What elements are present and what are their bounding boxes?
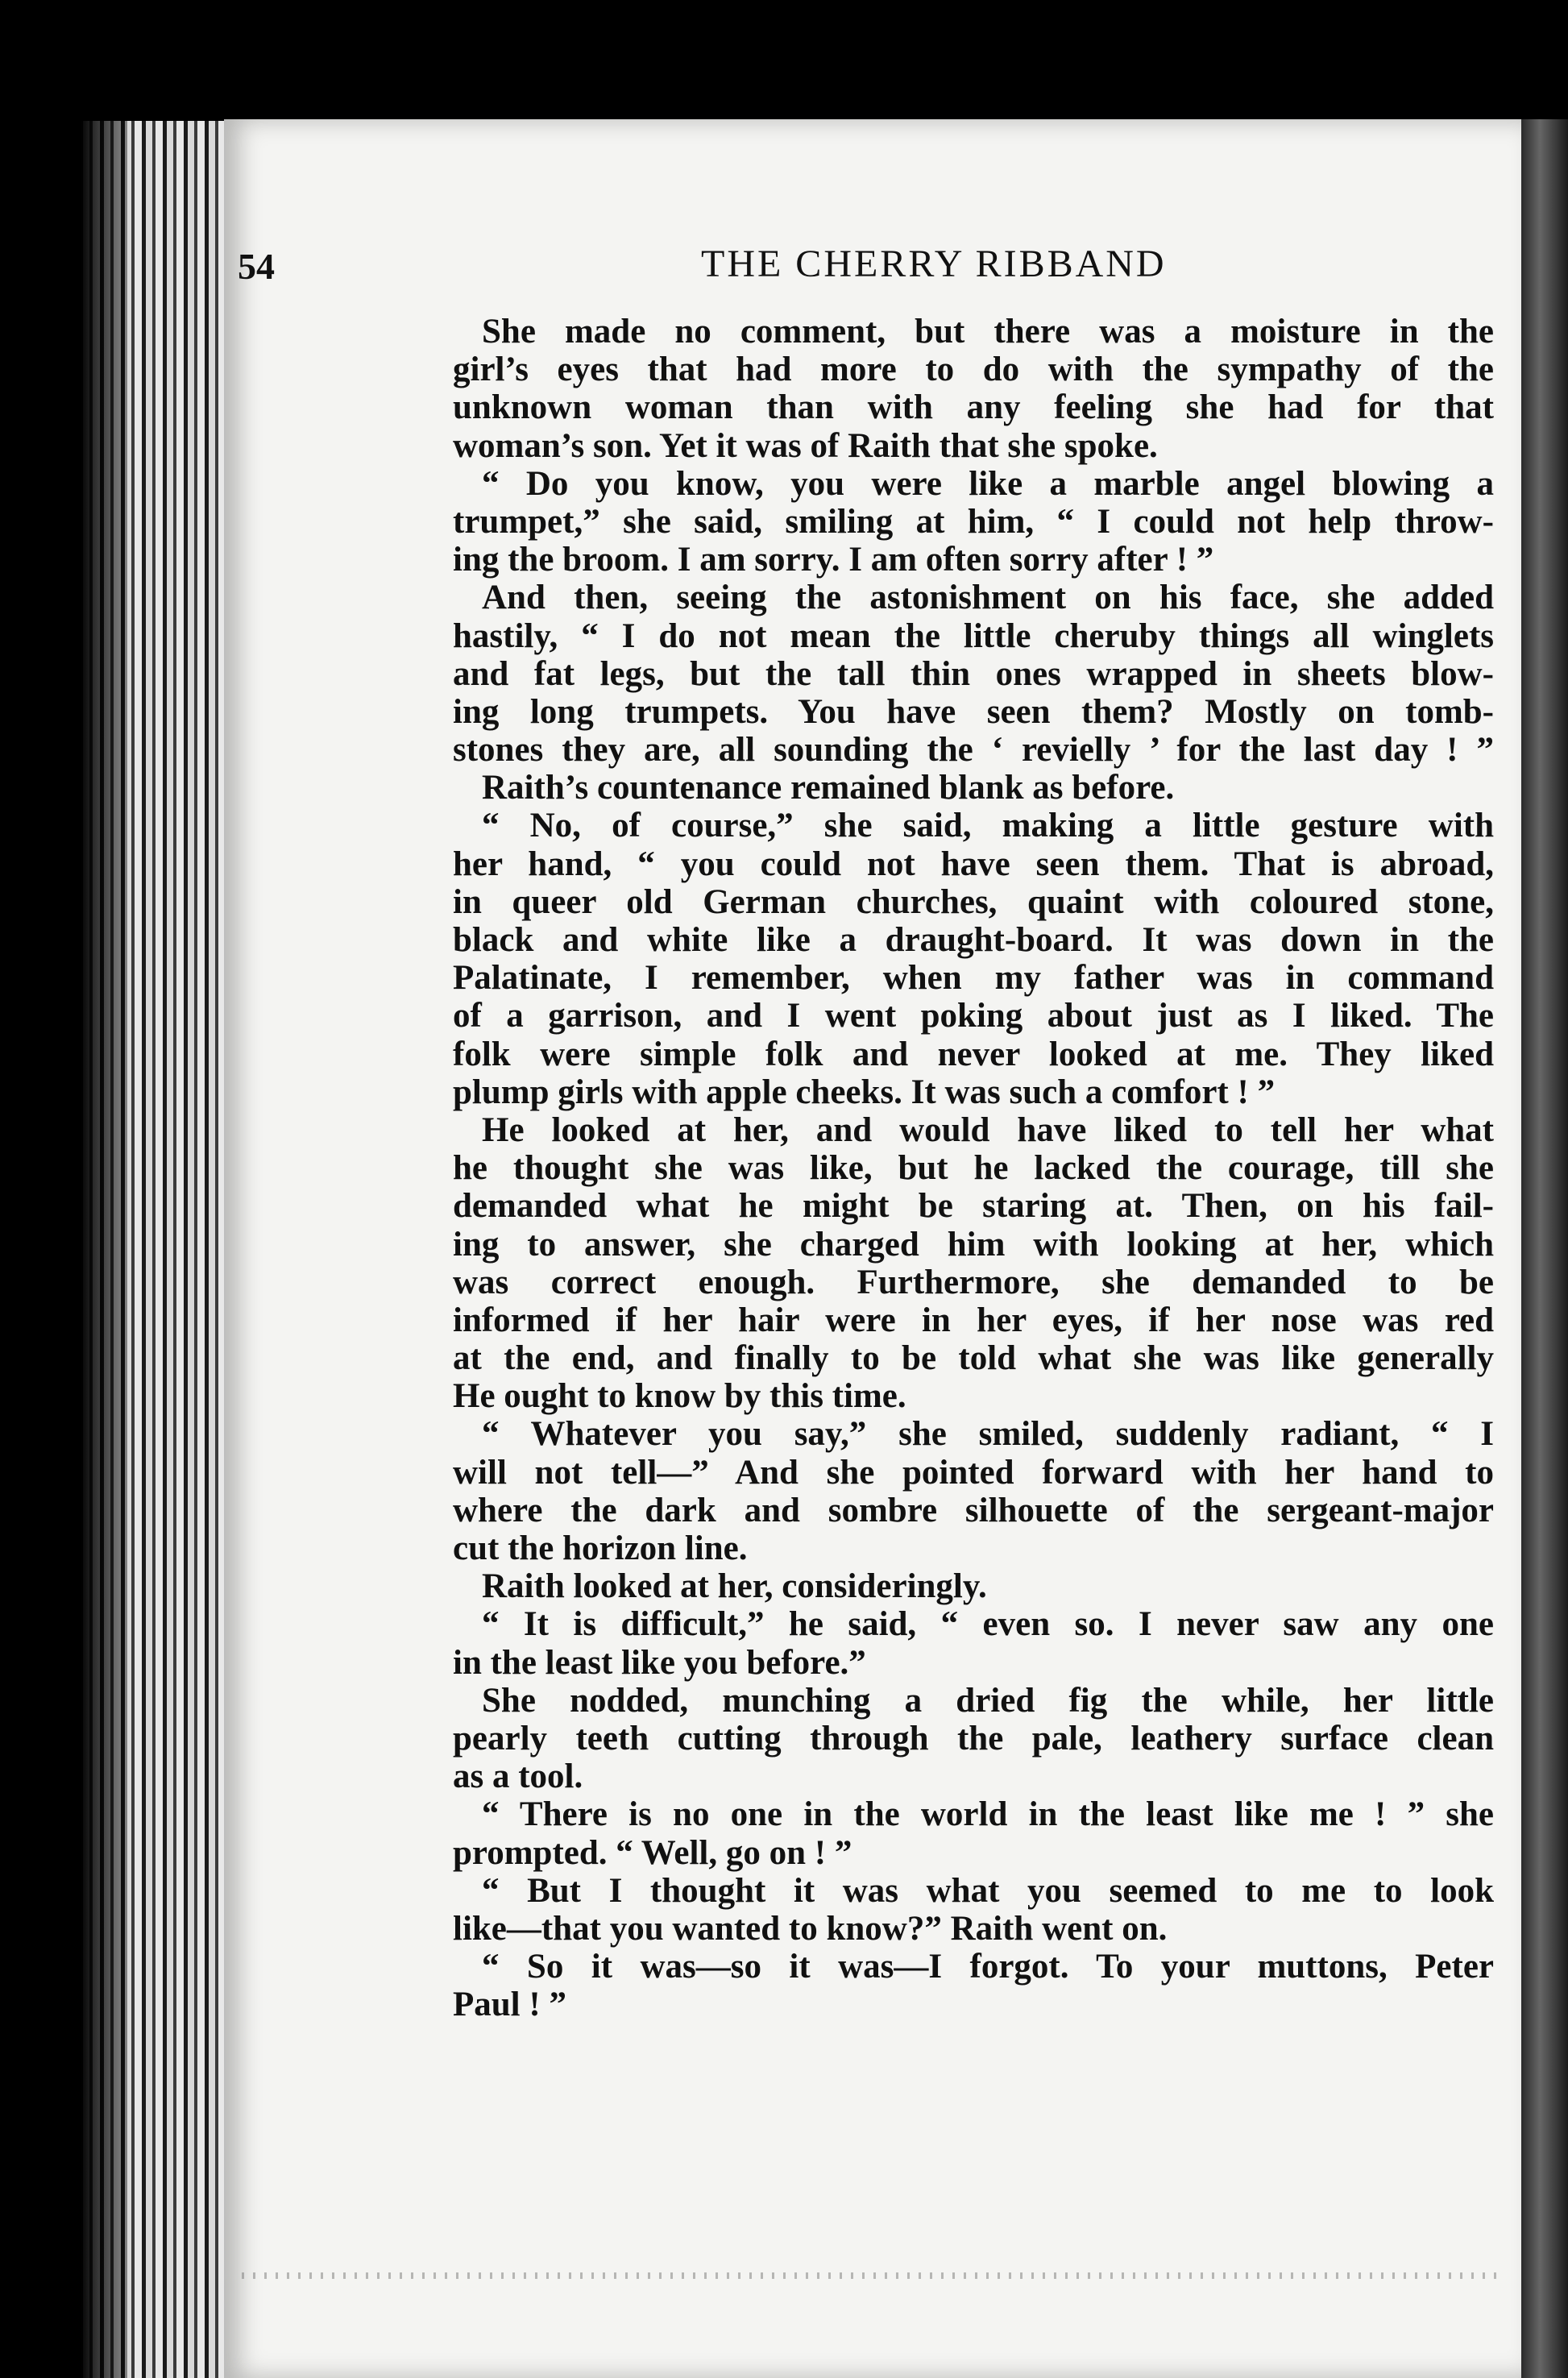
text-line: informed if her hair were in her eyes, if her nose was red: [453, 1301, 1494, 1339]
text-line: like—that you wanted to know?” Raith went on.: [453, 1909, 1168, 1948]
text-line: And then, seeing the astonishment on his face, she added: [482, 579, 1494, 617]
text-line: and fat legs, but the tall thin ones wrapped in sheets blow-: [453, 654, 1494, 693]
text-line: He looked at her, and would have liked to tell her what: [482, 1110, 1494, 1149]
text-line: of a garrison, and I went poking about just as I liked. The: [453, 997, 1494, 1035]
text-line: her hand, “ you could not have seen them. That is abroad,: [453, 845, 1494, 883]
text-line: “ But I thought it was what you seemed to me to look: [482, 1871, 1494, 1910]
text-line: He ought to know by this time.: [453, 1377, 906, 1416]
text-line: pearly teeth cutting through the pale, leathery surface clean: [453, 1719, 1494, 1758]
text-line: folk were simple folk and never looked at me. They liked: [453, 1035, 1494, 1073]
text-line: “ It is difficult,” he said, “ even so. I never saw any one: [482, 1605, 1494, 1644]
text-line: “ No, of course,” she said, making a little gesture with: [482, 807, 1494, 845]
text-line: hastily, “ I do not mean the little cheruby things all winglets: [453, 616, 1494, 655]
binding-shadow: [79, 121, 127, 2378]
facing-page-edge: [1521, 119, 1568, 2378]
text-line: woman’s son. Yet it was of Raith that she spoke.: [453, 426, 1158, 465]
text-line: will not tell—” And she pointed forward with her hand to: [453, 1453, 1494, 1492]
text-line: ing the broom. I am sorry. I am often sorry after ! ”: [453, 541, 1214, 579]
text-line: cut the horizon line.: [453, 1529, 748, 1567]
text-line: trumpet,” she said, smiling at him, “ I could not help throw-: [453, 502, 1494, 541]
page-number: 54: [238, 246, 275, 287]
text-line: Paul ! ”: [453, 1986, 566, 2024]
text-line: black and white like a draught-board. It was down in the: [453, 921, 1494, 959]
text-line: demanded what he might be staring at. Then, on his fail-: [453, 1187, 1494, 1226]
text-line: “ Whatever you say,” she smiled, suddenly radiant, “ I: [482, 1415, 1494, 1454]
text-line: She made no comment, but there was a moisture in the: [482, 313, 1494, 351]
running-head: THE CHERRY RIBBAND: [701, 243, 1167, 285]
text-line: in the least like you before.”: [453, 1643, 866, 1682]
text-line: ing long trumpets. You have seen them? Mostly on tomb-: [453, 692, 1494, 731]
text-line: as a tool.: [453, 1758, 583, 1796]
text-line: at the end, and finally to be told what she was like generally: [453, 1339, 1494, 1378]
text-line: She nodded, munching a dried fig the while, her little: [482, 1681, 1494, 1720]
text-line: he thought she was like, but he lacked the courage, till she: [453, 1149, 1494, 1188]
text-line: ing to answer, she charged him with looking at her, which: [453, 1225, 1494, 1264]
text-line: plump girls with apple cheeks. It was such a comfort ! ”: [453, 1073, 1276, 1111]
text-line: “ Do you know, you were like a marble angel blowing a: [482, 464, 1494, 503]
bottom-margin-smudge: [242, 2272, 1499, 2279]
text-line: was correct enough. Furthermore, she demanded to be: [453, 1263, 1494, 1301]
text-line: stones they are, all sounding the ‘ revielly ’ for the last day ! ”: [453, 731, 1494, 770]
text-line: prompted. “ Well, go on ! ”: [453, 1833, 852, 1872]
text-line: unknown woman than with any feeling she had for that: [453, 388, 1494, 427]
text-line: “ There is no one in the world in the least like me ! ” she: [482, 1795, 1494, 1834]
text-line: Raith looked at her, consideringly.: [482, 1567, 987, 1606]
text-line: in queer old German churches, quaint with coloured stone,: [453, 882, 1494, 921]
text-line: where the dark and sombre silhouette of the sergeant-major: [453, 1491, 1494, 1529]
body-text: [453, 313, 1494, 2023]
text-line: “ So it was—so it was—I forgot. To your muttons, Peter: [482, 1948, 1494, 1986]
text-line: Raith’s countenance remained blank as before.: [482, 769, 1175, 807]
text-line: girl’s eyes that had more to do with the sympathy of the: [453, 351, 1494, 389]
text-line: Palatinate, I remember, when my father was in command: [453, 959, 1494, 998]
